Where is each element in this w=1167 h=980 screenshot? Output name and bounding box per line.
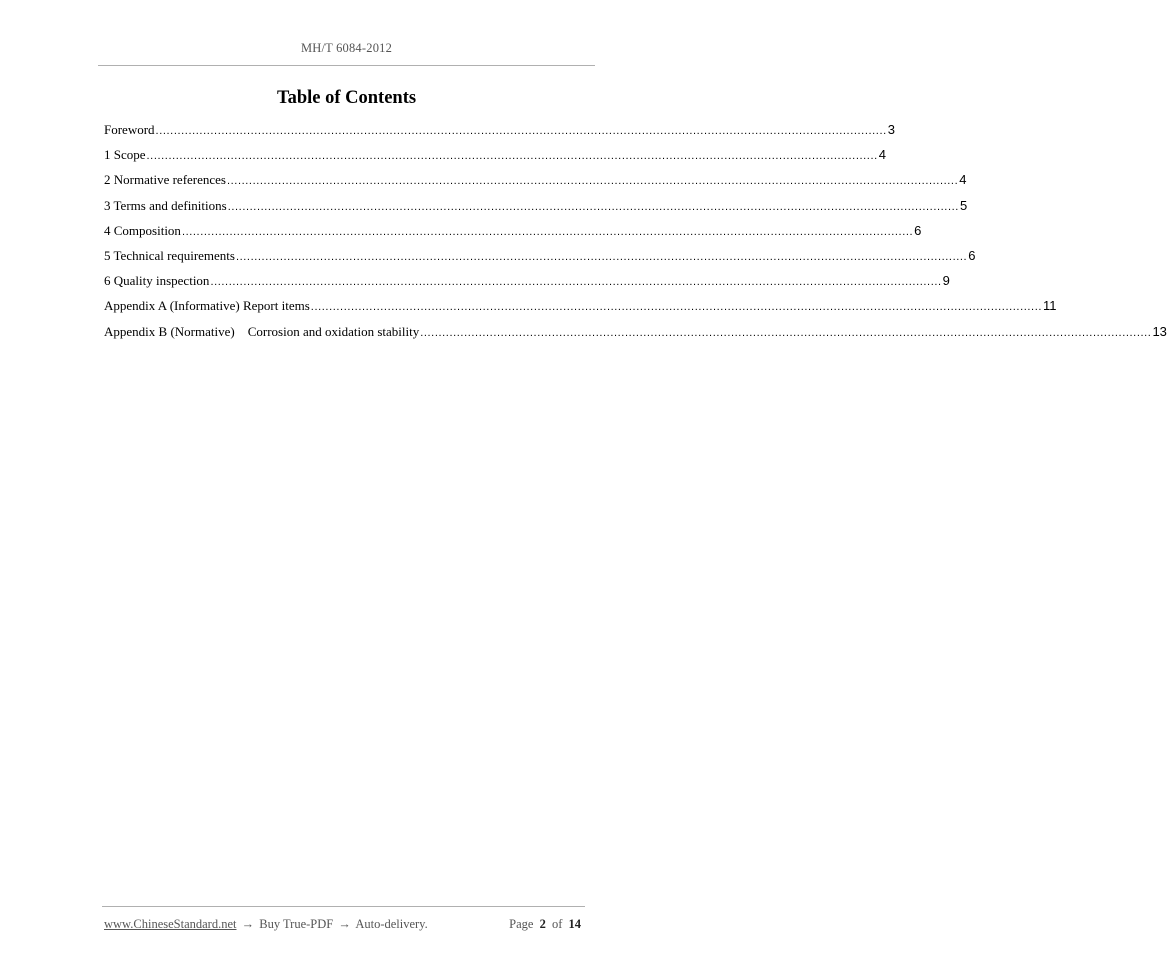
toc-entry-label: 2 Normative references: [104, 172, 226, 188]
auto-delivery-text: Auto-delivery.: [355, 917, 428, 931]
toc-dot-leader: ........................................................................................................................................................................................................: [227, 200, 959, 213]
toc-dot-leader: ........................................................................................................................................................................................................: [155, 125, 887, 137]
right-arrow-icon: →: [338, 917, 351, 931]
toc-entry-normative-references[interactable]: [104, 172, 967, 197]
toc-entry-page: 11: [1043, 298, 1057, 314]
toc-entry-page: 5: [959, 197, 968, 213]
toc-entry-label: 5 Technical requirements: [104, 247, 235, 263]
toc-list: [104, 122, 1167, 349]
toc-entry-page: 4: [878, 147, 886, 163]
page-number: [509, 917, 584, 932]
toc-entry-composition[interactable]: [104, 222, 922, 248]
toc-dot-leader: ........................................................................................................................................................................................................: [310, 301, 1043, 314]
buy-true-pdf-text: Buy True-PDF: [259, 917, 334, 931]
footer-promo: [104, 917, 428, 932]
toc-entry-page: 6: [968, 247, 976, 263]
current-page-number: 2: [539, 917, 546, 931]
toc-dot-leader: ........................................................................................................................................................................................................: [227, 175, 959, 188]
toc-entry-page: 9: [942, 273, 950, 289]
right-arrow-icon: →: [241, 917, 255, 931]
document-code: MH/T 6084-2012: [300, 41, 393, 55]
footer-divider: [102, 906, 585, 907]
toc-entry-appendix-a[interactable]: [104, 298, 1057, 323]
total-page-count: 14: [568, 917, 581, 931]
toc-entry-quality-inspection[interactable]: [104, 273, 950, 298]
toc-entry-label: Appendix B (Normative) Corrosion and oxidation stability: [104, 323, 420, 339]
toc-entry-label: 1 Scope: [104, 147, 146, 163]
toc-dot-leader: ........................................................................................................................................................................................................: [210, 276, 942, 289]
page-word: Page: [509, 917, 534, 931]
toc-entry-page: 4: [959, 172, 967, 188]
toc-entry-label: 3 Terms and definitions: [104, 197, 227, 213]
toc-dot-leader: ........................................................................................................................................................................................................: [420, 326, 1152, 339]
toc-title: Table of Contents: [276, 88, 417, 108]
toc-entry-page: 6: [914, 222, 922, 238]
header-divider: [98, 65, 595, 66]
toc-entry-scope[interactable]: [104, 147, 886, 172]
toc-entry-label: Foreword: [104, 122, 155, 137]
website-link[interactable]: www.ChineseStandard.net: [104, 917, 237, 931]
toc-entry-page: 13: [1152, 323, 1167, 339]
toc-entry-foreword[interactable]: [104, 122, 896, 147]
toc-entry-technical-requirements[interactable]: [104, 247, 976, 273]
toc-dot-leader: ........................................................................................................................................................................................................: [235, 250, 968, 263]
toc-dot-leader: ........................................................................................................................................................................................................: [146, 150, 878, 163]
toc-entry-appendix-b[interactable]: [104, 323, 1167, 349]
toc-entry-label: Appendix A (Informative) Report items: [104, 298, 310, 314]
toc-entry-terms-definitions[interactable]: [104, 197, 968, 223]
toc-entry-page: 3: [887, 122, 896, 137]
toc-entry-label: 6 Quality inspection: [104, 273, 210, 289]
toc-entry-label: 4 Composition: [104, 222, 181, 238]
of-word: of: [551, 917, 563, 931]
toc-dot-leader: ........................................................................................................................................................................................................: [181, 225, 914, 238]
